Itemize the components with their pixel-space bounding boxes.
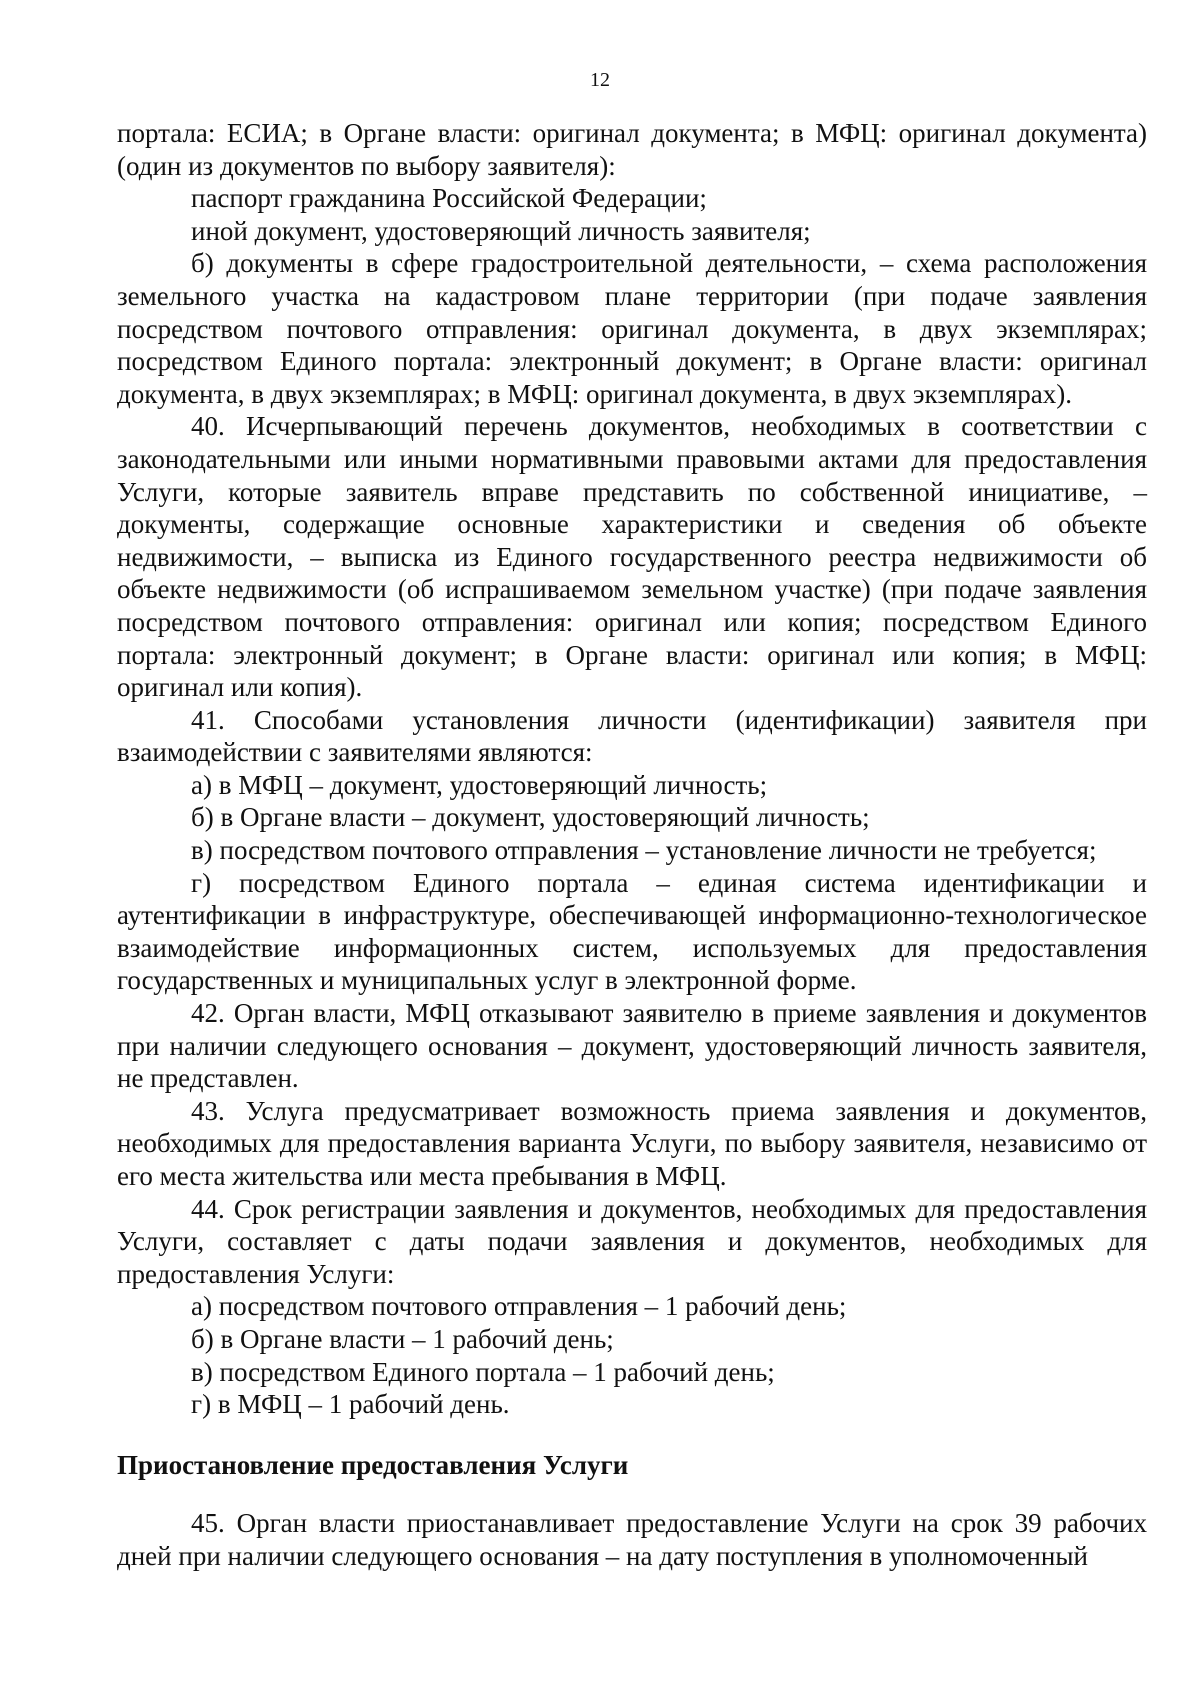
paragraph: 45. Орган власти приостанавливает предоставление Услуги на срок 39 рабочих дней при наличии следующего основания – на дату поступления в уполномоченный xyxy=(117,1508,1147,1571)
paragraph: портала: ЕСИА; в Органе власти: оригинал документа; в МФЦ: оригинал документа) (один из документов по выбору заявителя): xyxy=(117,118,1147,181)
document-body xyxy=(117,117,1147,1573)
section-heading: Приостановление предоставления Услуги xyxy=(117,1449,629,1480)
paragraph: а) посредством почтового отправления – 1 рабочий день; xyxy=(191,1291,847,1322)
paragraph: 42. Орган власти, МФЦ отказывают заявителю в приеме заявления и документов при наличии следующего основания – документ, удостоверяющий личность заявителя, не представлен. xyxy=(117,998,1147,1094)
paragraph-block-top xyxy=(117,117,1147,1421)
page-number: 12 xyxy=(590,69,610,91)
paragraph: 43. Услуга предусматривает возможность приема заявления и документов, необходимых для предоставления варианта Услуги, по выбору заявителя, независимо от его места жительства или места пребывания в МФЦ. xyxy=(117,1095,1147,1191)
paragraph: в) посредством почтового отправления – установление личности не требуется; xyxy=(191,835,1097,866)
paragraph: г) в МФЦ – 1 рабочий день. xyxy=(191,1389,510,1420)
paragraph: паспорт гражданина Российской Федерации; xyxy=(191,183,707,214)
paragraph: б) в Органе власти – 1 рабочий день; xyxy=(191,1323,614,1354)
paragraph: б) в Органе власти – документ, удостоверяющий личность; xyxy=(191,802,870,833)
paragraph: иной документ, удостоверяющий личность заявителя; xyxy=(191,215,811,246)
paragraph-block-bottom xyxy=(117,1507,1147,1572)
paragraph: 44. Срок регистрации заявления и документов, необходимых для предоставления Услуги, составляет с даты подачи заявления и документов, необходимых для предоставления Услуги: xyxy=(117,1193,1147,1289)
paragraph: 41. Способами установления личности (идентификации) заявителя при взаимодействии с заявителями являются: xyxy=(117,704,1147,768)
paragraph: 40. Исчерпывающий перечень документов, необходимых в соответствии с законодательными или иными нормативными правовыми актами для предоставления Услуги, которые заявитель вправе представить по собственной инициативе, – документы, содержащие основные характеристики и сведения об объекте недвижимости, – выписка из Единого государственного реестра недвижимости об объекте недвижимости (об испрашиваемом земельном участке) (при подаче заявления посредством почтового отправления: оригинал или копия; посредством Единого портала: электронный документ; в Органе власти: оригинал или копия; в МФЦ: оригинал или копия). xyxy=(117,411,1147,703)
paragraph: б) документы в сфере градостроительной деятельности, – схема расположения земельного участка на кадастровом плане территории (при подаче заявления посредством почтового отправления: оригинал документа, в двух экземплярах; посредством Единого портала: электронный документ; в Органе власти: оригинал документа, в двух экземплярах; в МФЦ: оригинал документа, в двух экземплярах). xyxy=(117,248,1147,409)
paragraph: в) посредством Единого портала – 1 рабочий день; xyxy=(191,1356,775,1387)
paragraph: а) в МФЦ – документ, удостоверяющий личность; xyxy=(191,769,768,800)
paragraph: г) посредством Единого портала – единая система идентификации и аутентификации в инфраструктуре, обеспечивающей информационно-технологическое взаимодействие информационных систем, используемых для предоставления государственных и муниципальных услуг в электронной форме. xyxy=(117,867,1147,996)
